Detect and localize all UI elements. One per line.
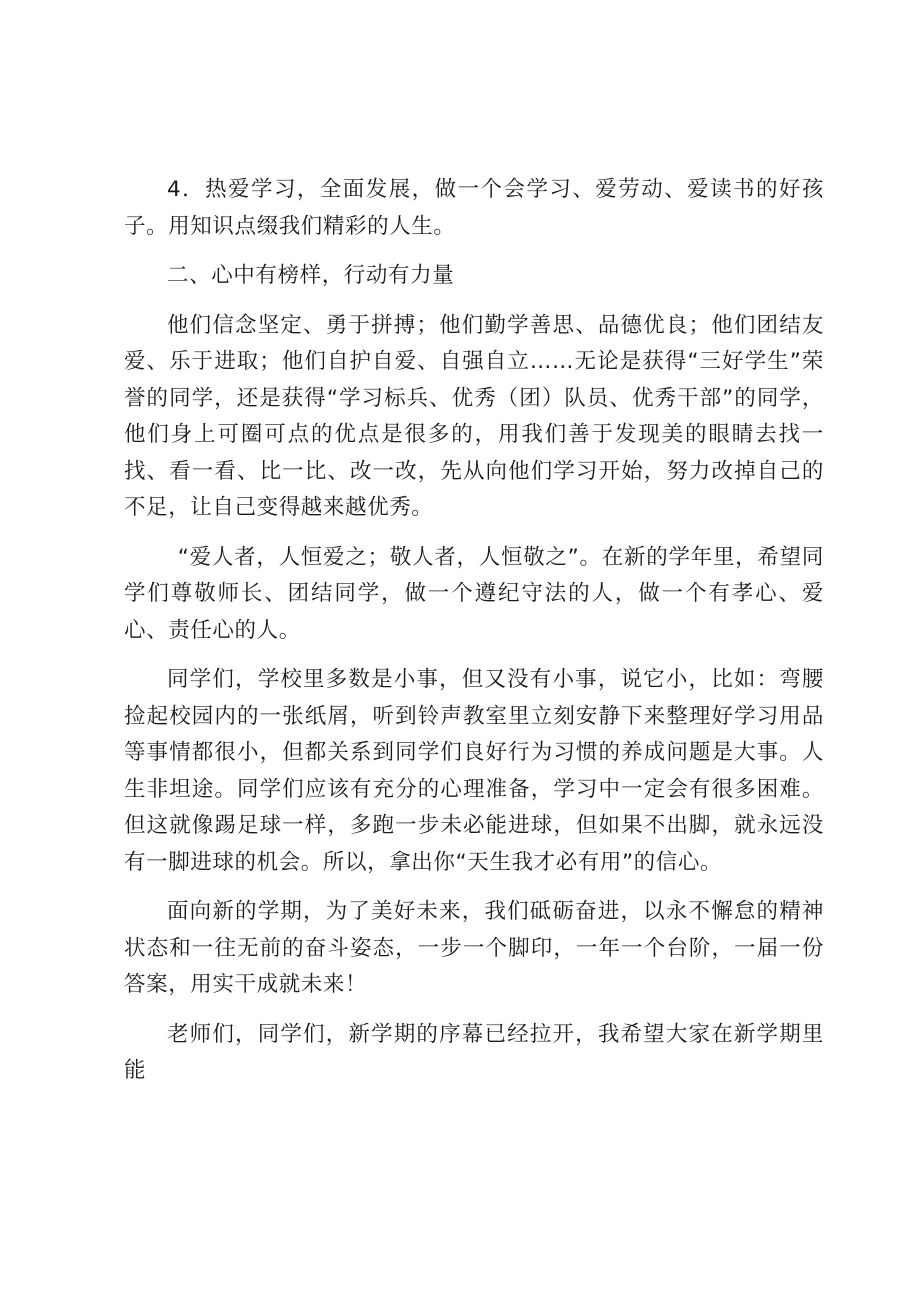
paragraph-role-models: 他们信念坚定、勇于拼搏；他们勤学善思、品德优良；他们团结友爱、乐于进取；他们自护自爱、自强自立……无论是获得“三好学生”荣誉的同学，还是获得“学习标兵、优秀（团）队员、优秀干部”的同学，他们身上可圈可点的优点是很多的，用我们善于发现美的眼睛去找一找、看一看、比一比、改一改，先从向他们学习开始，努力改掉自己的不足，让自己变得越来越优秀。 [124, 312, 824, 520]
paragraph-closing: 老师们，同学们，新学期的序幕已经拉开，我希望大家在新学期里能 [124, 1021, 824, 1083]
paragraph-item-4: 4．热爱学习，全面发展，做一个会学习、爱劳动、爱读书的好孩子。用知识点缀我们精彩的人生。 [124, 177, 824, 239]
paragraph-respect-quote: “爱人者，人恒爱之；敬人者，人恒敬之”。在新的学年里，希望同学们尊敬师长、团结同学，做一个遵纪守法的人，做一个有孝心、爱心、责任心的人。 [124, 544, 824, 643]
paragraph-small-things: 同学们，学校里多数是小事，但又没有小事，说它小，比如：弯腰捡起校园内的一张纸屑，听到铃声教室里立刻安静下来整理好学习用品等事情都很小，但都关系到同学们良好行为习惯的养成问题是大事。人生非坦途。同学们应该有充分的心理准备，学习中一定会有很多困难。但这就像踢足球一样，多跑一步未必能进球，但如果不出脚，就永远没有一脚进球的机会。所以，拿出你“天生我才必有用”的信心。 [124, 667, 824, 875]
section-heading-2: 二、心中有榜样，行动有力量 [167, 263, 455, 288]
document-body [124, 172, 824, 1090]
paragraph-new-semester: 面向新的学期，为了美好未来，我们砥砺奋进，以永不懈怠的精神状态和一往无前的奋斗姿态，一步一个脚印，一年一个台阶，一届一份答案，用实干成就未来！ [124, 899, 824, 997]
